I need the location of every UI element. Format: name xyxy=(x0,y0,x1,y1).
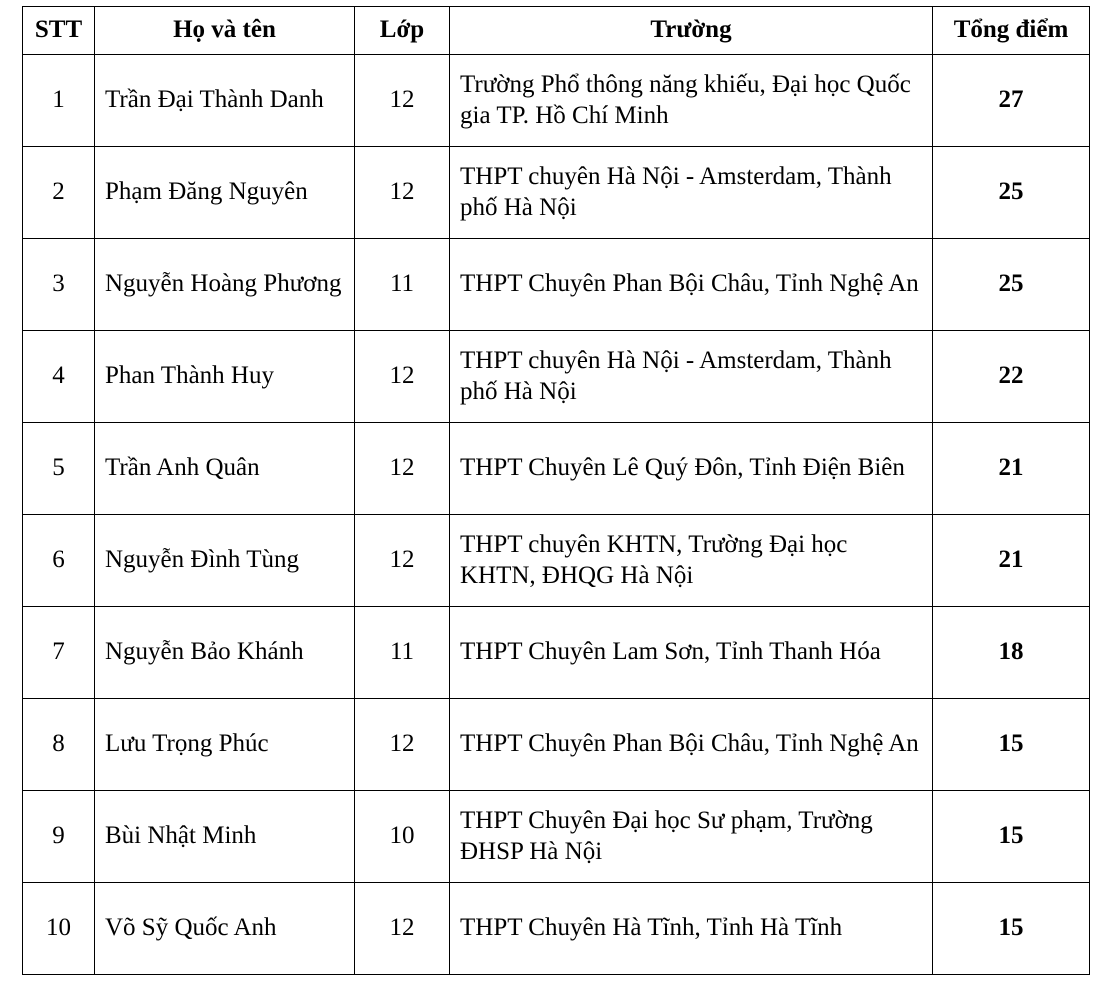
table-header-row xyxy=(23,7,1090,55)
cell-school: THPT Chuyên Hà Tĩnh, Tỉnh Hà Tĩnh xyxy=(450,883,933,975)
cell-stt: 8 xyxy=(23,699,95,791)
column-header-name: Họ và tên xyxy=(95,7,355,55)
cell-class: 11 xyxy=(355,239,450,331)
cell-stt: 1 xyxy=(23,55,95,147)
cell-score: 18 xyxy=(933,607,1090,699)
cell-score: 21 xyxy=(933,515,1090,607)
column-header-school: Trường xyxy=(450,7,933,55)
cell-score: 25 xyxy=(933,147,1090,239)
cell-stt: 6 xyxy=(23,515,95,607)
table-row xyxy=(23,239,1090,331)
table-row xyxy=(23,55,1090,147)
cell-school: THPT Chuyên Phan Bội Châu, Tỉnh Nghệ An xyxy=(450,239,933,331)
cell-score: 15 xyxy=(933,883,1090,975)
cell-name: Nguyễn Hoàng Phương xyxy=(95,239,355,331)
cell-name: Phạm Đăng Nguyên xyxy=(95,147,355,239)
cell-name: Trần Đại Thành Danh xyxy=(95,55,355,147)
cell-name: Lưu Trọng Phúc xyxy=(95,699,355,791)
cell-stt: 10 xyxy=(23,883,95,975)
cell-name: Bùi Nhật Minh xyxy=(95,791,355,883)
table-row xyxy=(23,331,1090,423)
cell-class: 12 xyxy=(355,515,450,607)
column-header-class: Lớp xyxy=(355,7,450,55)
table-header xyxy=(23,7,1090,55)
cell-name: Phan Thành Huy xyxy=(95,331,355,423)
cell-class: 12 xyxy=(355,423,450,515)
cell-school: THPT chuyên KHTN, Trường Đại học KHTN, ĐHQG Hà Nội xyxy=(450,515,933,607)
cell-school: Trường Phổ thông năng khiếu, Đại học Quốc gia TP. Hồ Chí Minh xyxy=(450,55,933,147)
table-row xyxy=(23,791,1090,883)
cell-class: 12 xyxy=(355,883,450,975)
cell-school: THPT Chuyên Đại học Sư phạm, Trường ĐHSP Hà Nội xyxy=(450,791,933,883)
cell-school: THPT chuyên Hà Nội - Amsterdam, Thành phố Hà Nội xyxy=(450,147,933,239)
cell-stt: 4 xyxy=(23,331,95,423)
cell-school: THPT Chuyên Lê Quý Đôn, Tỉnh Điện Biên xyxy=(450,423,933,515)
table-row xyxy=(23,607,1090,699)
cell-stt: 5 xyxy=(23,423,95,515)
results-table xyxy=(22,6,1090,975)
cell-score: 25 xyxy=(933,239,1090,331)
cell-class: 10 xyxy=(355,791,450,883)
cell-stt: 9 xyxy=(23,791,95,883)
cell-stt: 7 xyxy=(23,607,95,699)
cell-score: 27 xyxy=(933,55,1090,147)
cell-school: THPT Chuyên Lam Sơn, Tỉnh Thanh Hóa xyxy=(450,607,933,699)
cell-score: 21 xyxy=(933,423,1090,515)
cell-score: 22 xyxy=(933,331,1090,423)
cell-name: Trần Anh Quân xyxy=(95,423,355,515)
table-row xyxy=(23,423,1090,515)
column-header-stt: STT xyxy=(23,7,95,55)
cell-school: THPT chuyên Hà Nội - Amsterdam, Thành phố Hà Nội xyxy=(450,331,933,423)
cell-stt: 2 xyxy=(23,147,95,239)
table-row xyxy=(23,699,1090,791)
table-row xyxy=(23,147,1090,239)
cell-stt: 3 xyxy=(23,239,95,331)
cell-school: THPT Chuyên Phan Bội Châu, Tỉnh Nghệ An xyxy=(450,699,933,791)
cell-class: 12 xyxy=(355,55,450,147)
table-row xyxy=(23,883,1090,975)
cell-name: Nguyễn Bảo Khánh xyxy=(95,607,355,699)
cell-class: 11 xyxy=(355,607,450,699)
cell-class: 12 xyxy=(355,331,450,423)
cell-name: Võ Sỹ Quốc Anh xyxy=(95,883,355,975)
table-body xyxy=(23,55,1090,975)
cell-score: 15 xyxy=(933,791,1090,883)
table-row xyxy=(23,515,1090,607)
column-header-total-score: Tổng điểm xyxy=(933,7,1090,55)
cell-class: 12 xyxy=(355,699,450,791)
cell-class: 12 xyxy=(355,147,450,239)
cell-name: Nguyễn Đình Tùng xyxy=(95,515,355,607)
cell-score: 15 xyxy=(933,699,1090,791)
